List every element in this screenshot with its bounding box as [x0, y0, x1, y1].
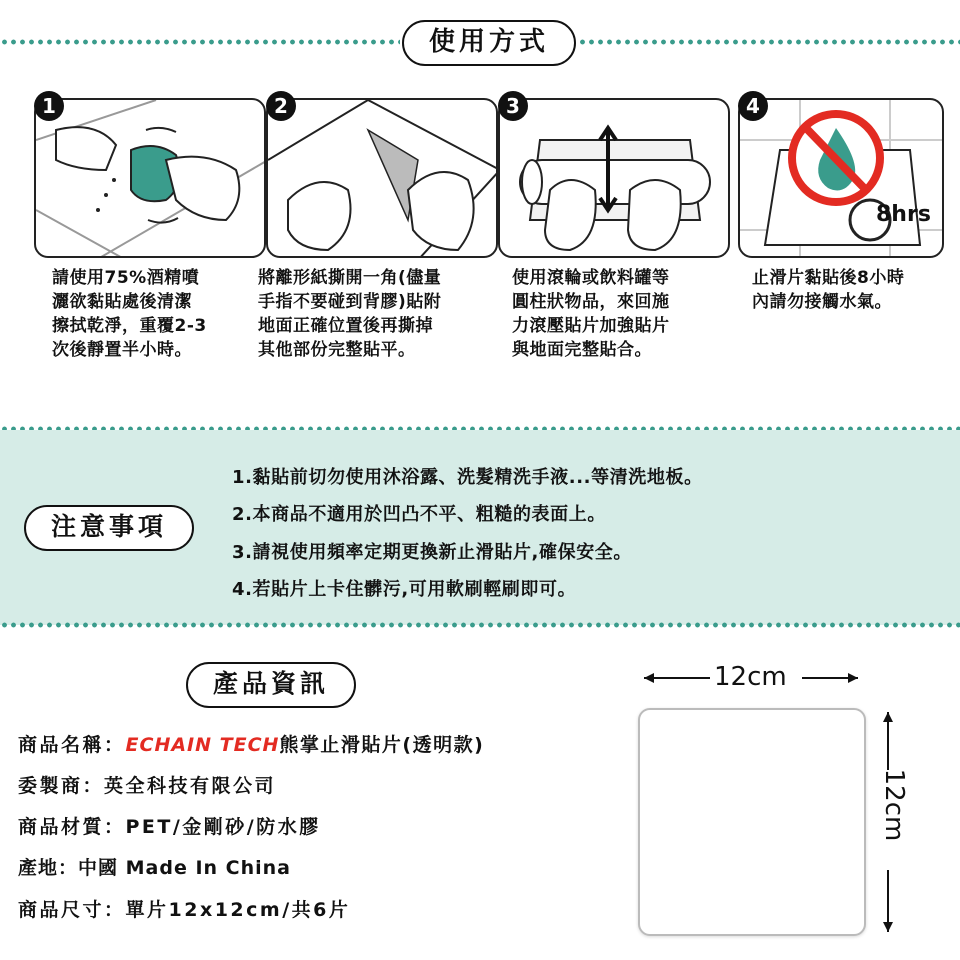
usage-title: 使用方式 — [402, 20, 576, 66]
notice-item-3: 3.請視使用頻率定期更換新止滑貼片,確保安全。 — [232, 542, 632, 563]
product-material: 商品材質：PET/金剛砂/防水膠 — [18, 816, 321, 838]
product-name-label: 商品名稱： — [18, 734, 126, 756]
product-name-value: 熊掌止滑貼片(透明款) — [279, 734, 485, 756]
notice-item-1: 1.黏貼前切勿使用沐浴露、洗髮精洗手液...等清洗地板。 — [232, 467, 703, 488]
product-sample-square — [638, 708, 866, 936]
roller-icon — [500, 100, 730, 258]
hours-badge: 8hrs — [876, 202, 931, 227]
dimension-width-label: 12cm — [714, 662, 787, 692]
spray-bottle-icon — [36, 100, 266, 258]
step-1-text: 請使用75%酒精噴 灑欲黏貼處後清潔 擦拭乾淨，重覆2-3 次後靜置半小時。 — [52, 268, 207, 360]
step-4-text: 止滑片黏貼後8小時 內請勿接觸水氣。 — [752, 268, 905, 312]
dotted-divider-notice-bottom — [0, 622, 960, 628]
step-2-text: 將離形紙撕開一角(儘量 手指不要碰到背膠)貼附 地面正確位置後再撕掉 其他部份完整貼平。 — [258, 268, 442, 360]
brand-logo: ECHAIN TECH — [125, 734, 280, 756]
notice-item-2: 2.本商品不適用於凹凸不平、粗糙的表面上。 — [232, 504, 606, 525]
dimension-height-label: 12cm — [879, 768, 909, 842]
step-4-number: 4 — [738, 91, 768, 121]
step-3-text: 使用滾輪或飲料罐等 圓柱狀物品，來回施 力滾壓貼片加強貼片 與地面完整貼合。 — [512, 268, 670, 360]
step-4-illustration — [738, 98, 944, 258]
product-title: 產品資訊 — [186, 662, 356, 708]
step-2-illustration — [266, 98, 498, 258]
product-size: 商品尺寸：單片12x12cm/共6片 — [18, 899, 351, 921]
product-origin: 產地：中國 Made In China — [18, 857, 291, 879]
step-1-illustration — [34, 98, 266, 258]
step-2-number: 2 — [266, 91, 296, 121]
notice-title: 注意事項 — [24, 505, 194, 551]
step-3-illustration — [498, 98, 730, 258]
product-maker: 委製商：英全科技有限公司 — [18, 775, 277, 797]
dotted-divider-top-right — [578, 39, 960, 45]
step-3-number: 3 — [498, 91, 528, 121]
dotted-divider-top-left — [0, 39, 400, 45]
no-water-icon — [740, 100, 944, 258]
peel-liner-icon — [268, 100, 498, 258]
notice-item-4: 4.若貼片上卡住髒污,可用軟刷輕刷即可。 — [232, 579, 577, 600]
step-1-number: 1 — [34, 91, 64, 121]
product-name-line — [18, 730, 484, 757]
